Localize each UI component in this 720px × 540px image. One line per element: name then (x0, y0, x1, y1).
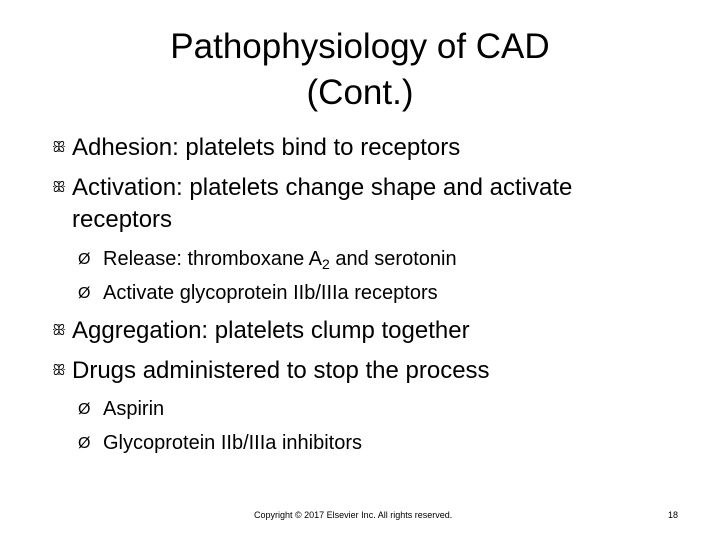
arrow-bullet-icon: Ø (78, 285, 91, 302)
bullet-marker-icon: ꕥ (52, 179, 66, 196)
page-number: 18 (667, 510, 678, 520)
arrow-bullet-icon: Ø (78, 435, 91, 452)
bullet-text-line-1: Activation: platelets change shape and activate (72, 174, 573, 201)
sub-bullet-text-suffix: and serotonin (329, 248, 457, 270)
bullet-text: Aggregation: platelets clump together (72, 317, 470, 344)
sub-bullet-text-prefix: Release: thromboxane A (103, 248, 323, 270)
sub-bullet-text: Glycoprotein IIb/IIIa inhibitors (103, 432, 363, 454)
bullet-text: Drugs administered to stop the process (72, 357, 490, 384)
subscript-two: 2 (322, 256, 330, 272)
bullet-marker-icon: ꕥ (52, 322, 66, 339)
slide-title-line-2: (Cont.) (306, 73, 414, 112)
bullet-text: Adhesion: platelets bind to receptors (72, 134, 461, 161)
bullet-marker-icon: ꕥ (52, 362, 66, 379)
sub-bullet-text (103, 244, 457, 279)
arrow-bullet-icon: Ø (78, 251, 91, 268)
copyright-footer: Copyright © 2017 Elsevier Inc. All rights reserved. (254, 510, 453, 520)
sub-bullet-text: Aspirin (103, 398, 165, 420)
arrow-bullet-icon: Ø (78, 401, 91, 418)
slide-title (60, 24, 660, 116)
bullet-text (72, 172, 692, 236)
slide-title-line-1: Pathophysiology of CAD (170, 27, 550, 66)
sub-bullet-text: Activate glycoprotein IIb/IIIa receptors (103, 282, 438, 304)
bullet-text-line-2: receptors (72, 206, 173, 233)
bullet-marker-icon: ꕥ (52, 139, 66, 156)
